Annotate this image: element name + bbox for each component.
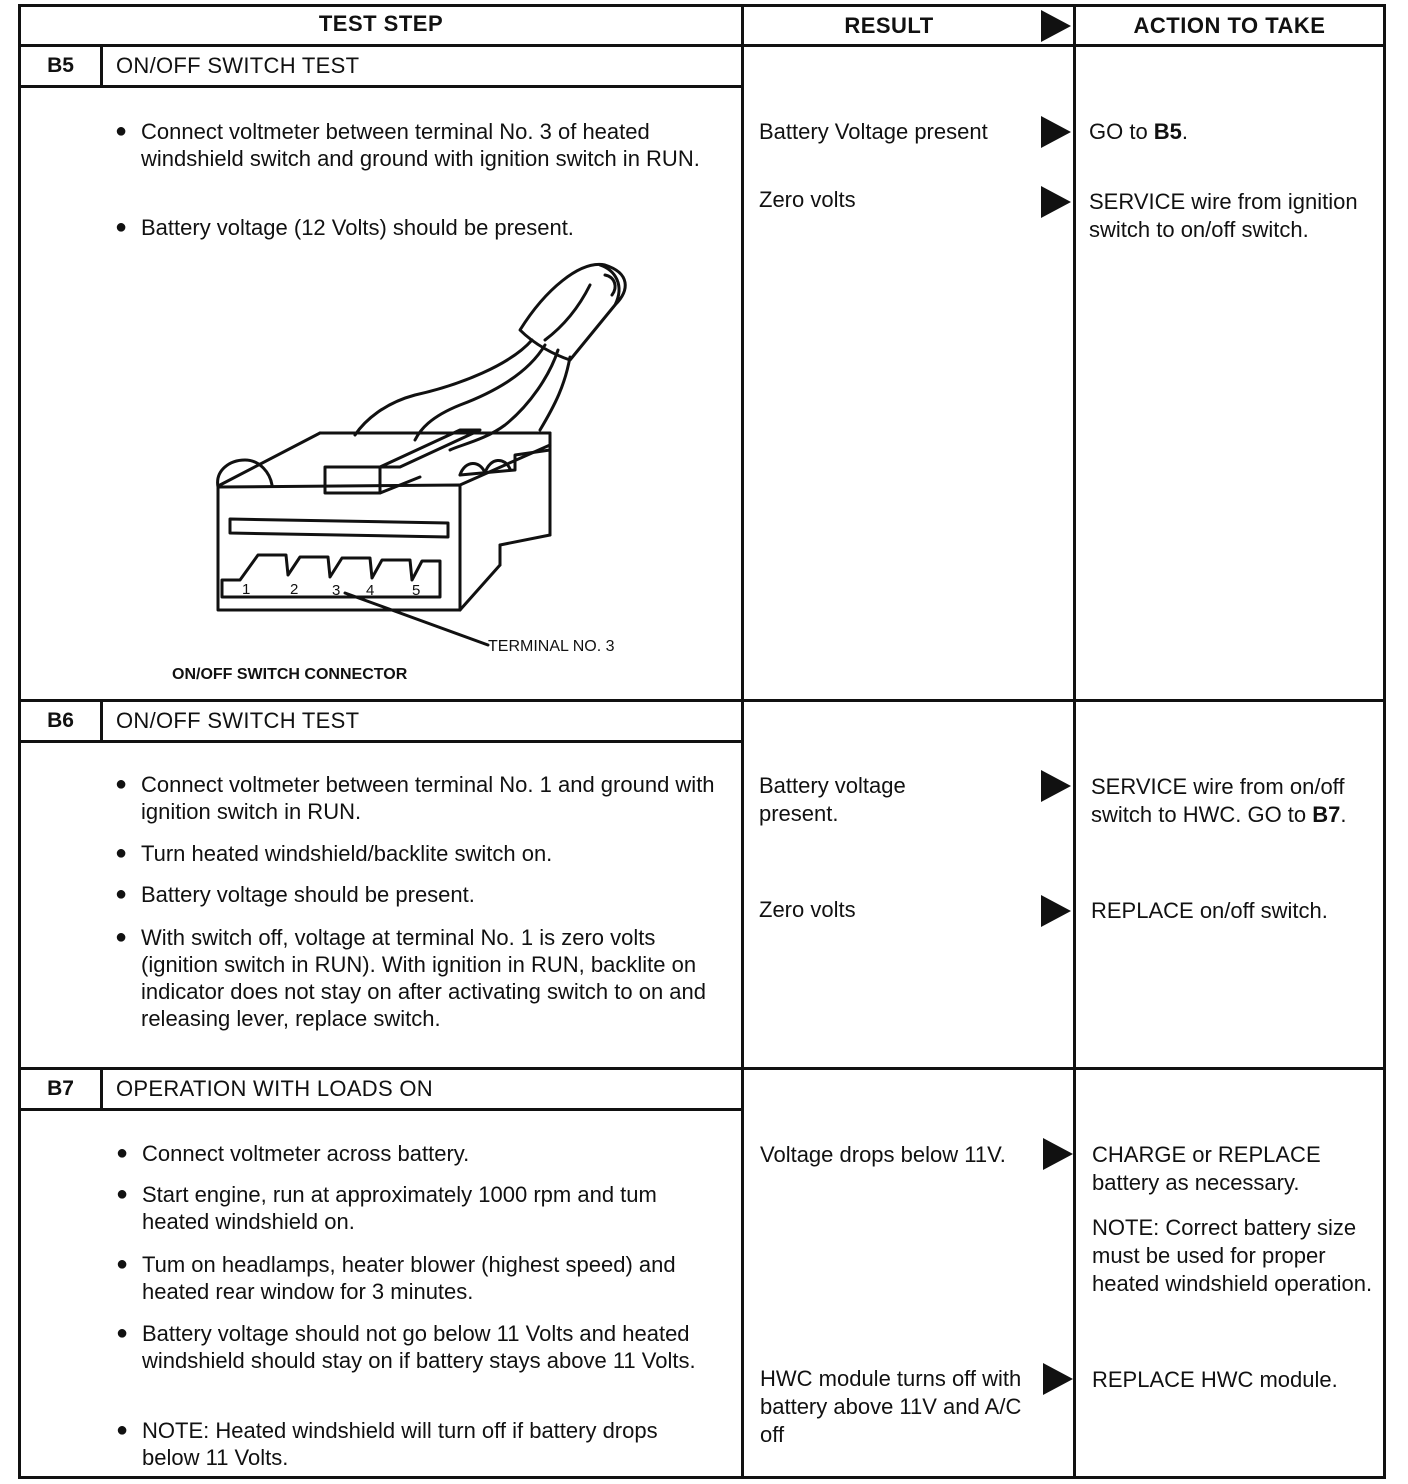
header-arrow-icon xyxy=(1041,10,1071,42)
arrow-icon xyxy=(1041,895,1071,927)
action-b6-2: REPLACE on/off switch. xyxy=(1091,898,1328,923)
bullet-icon: ● xyxy=(116,1419,129,1441)
result-b5-2: Zero volts xyxy=(759,187,856,212)
arrow-icon xyxy=(1043,1363,1073,1395)
action-text: . xyxy=(1340,802,1347,827)
bullet-text: With switch off, voltage at terminal No. 1 is zero volts (ignition switch in RUN). With ignition in RUN, backlite on indicator does not stay on after activating switch to on and releasing lever, replace switch. xyxy=(141,925,706,1031)
action-b5-2: SERVICE wire from ignition switch to on/off switch. xyxy=(1089,189,1358,242)
bullet-text: Tum on headlamps, heater blower (highest speed) and heated rear window for 3 minutes. xyxy=(142,1252,676,1304)
header-test-step: TEST STEP xyxy=(318,11,444,36)
terminal-label-1: 1 xyxy=(242,581,251,598)
result-b5-1: Battery Voltage present xyxy=(759,119,988,144)
list-item xyxy=(115,840,721,867)
bullet-text: Start engine, run at approximately 1000 rpm and tum heated windshield on. xyxy=(142,1182,657,1234)
bullet-icon: ● xyxy=(116,1253,129,1275)
bullet-icon: ● xyxy=(116,1322,129,1344)
bullet-text: Turn heated windshield/backlite switch on. xyxy=(141,841,553,866)
terminal-label-3: 3 xyxy=(332,582,341,599)
bullet-icon: ● xyxy=(115,883,128,905)
result-b6-1: Battery voltage present. xyxy=(759,773,906,826)
bullet-icon: ● xyxy=(115,773,128,795)
action-b7-1: CHARGE or REPLACE battery as necessary. xyxy=(1092,1142,1321,1195)
step-code-b6: B6 xyxy=(47,709,74,732)
step-title-b6: ON/OFF SWITCH TEST xyxy=(116,708,360,733)
step-code-b5: B5 xyxy=(47,54,74,77)
list-item xyxy=(115,118,731,172)
result-b7-1: Voltage drops below 11V. xyxy=(760,1142,1006,1167)
bullet-icon: ● xyxy=(116,1142,129,1164)
action-b7-2: REPLACE HWC module. xyxy=(1092,1367,1338,1392)
bullet-text: Connect voltmeter between terminal No. 1 and ground with ignition switch in RUN. xyxy=(141,772,715,824)
bullet-text: Battery voltage should not go below 11 Volts and heated windshield should stay on if battery stays above 11 Volts. xyxy=(142,1321,696,1373)
header-action: ACTION TO TAKE xyxy=(1133,13,1326,38)
step-link-b5: B5 xyxy=(1153,119,1182,144)
on-off-switch-connector-diagram xyxy=(160,245,720,695)
bullet-text: Connect voltmeter between terminal No. 3 of heated windshield switch and ground with ignition switch in RUN. xyxy=(141,119,700,171)
result-b6-2: Zero volts xyxy=(759,897,856,922)
action-text: SERVICE wire from on/off switch to HWC. GO to xyxy=(1091,774,1345,827)
action-b7-note: NOTE: Correct battery size must be used for proper heated windshield operation. xyxy=(1092,1215,1373,1296)
step-link-b7: B7 xyxy=(1312,802,1341,827)
list-item xyxy=(116,1417,702,1471)
list-item xyxy=(115,771,721,825)
arrow-icon xyxy=(1041,770,1071,802)
arrow-icon xyxy=(1041,186,1071,218)
result-b7-2: HWC module turns off with battery above 11V and A/C off xyxy=(760,1366,1022,1447)
list-item xyxy=(115,924,726,1032)
action-text: . xyxy=(1181,119,1189,144)
bullet-text: Connect voltmeter across battery. xyxy=(142,1141,470,1166)
list-item xyxy=(116,1251,722,1305)
header-result: RESULT xyxy=(844,13,934,38)
arrow-icon xyxy=(1041,116,1071,148)
list-item xyxy=(115,214,731,241)
action-b5-1 xyxy=(1089,118,1374,146)
bullet-text: Battery voltage (12 Volts) should be present. xyxy=(141,215,574,240)
diagram-caption: ON/OFF SWITCH CONNECTOR xyxy=(172,666,408,683)
step-code-b7: B7 xyxy=(47,1077,74,1100)
action-text: GO to xyxy=(1089,119,1154,144)
bullet-text: NOTE: Heated windshield will turn off if battery drops below 11 Volts. xyxy=(142,1418,658,1470)
terminal-callout: TERMINAL NO. 3 xyxy=(488,638,615,655)
step-title-b5: ON/OFF SWITCH TEST xyxy=(116,53,360,78)
bullet-icon: ● xyxy=(116,1183,129,1205)
terminal-label-2: 2 xyxy=(290,581,299,598)
list-item xyxy=(115,881,721,908)
bullet-icon: ● xyxy=(115,926,128,948)
step-title-b7: OPERATION WITH LOADS ON xyxy=(116,1076,433,1101)
bullet-icon: ● xyxy=(115,842,128,864)
list-item xyxy=(116,1320,707,1374)
terminal-label-4: 4 xyxy=(366,582,375,599)
terminal-label-5: 5 xyxy=(412,582,421,599)
action-b6-1 xyxy=(1091,773,1366,829)
list-item xyxy=(116,1181,702,1235)
bullet-icon: ● xyxy=(115,120,128,142)
list-item xyxy=(116,1140,722,1167)
arrow-icon xyxy=(1043,1138,1073,1170)
bullet-text: Battery voltage should be present. xyxy=(141,882,475,907)
bullet-icon: ● xyxy=(115,216,128,238)
